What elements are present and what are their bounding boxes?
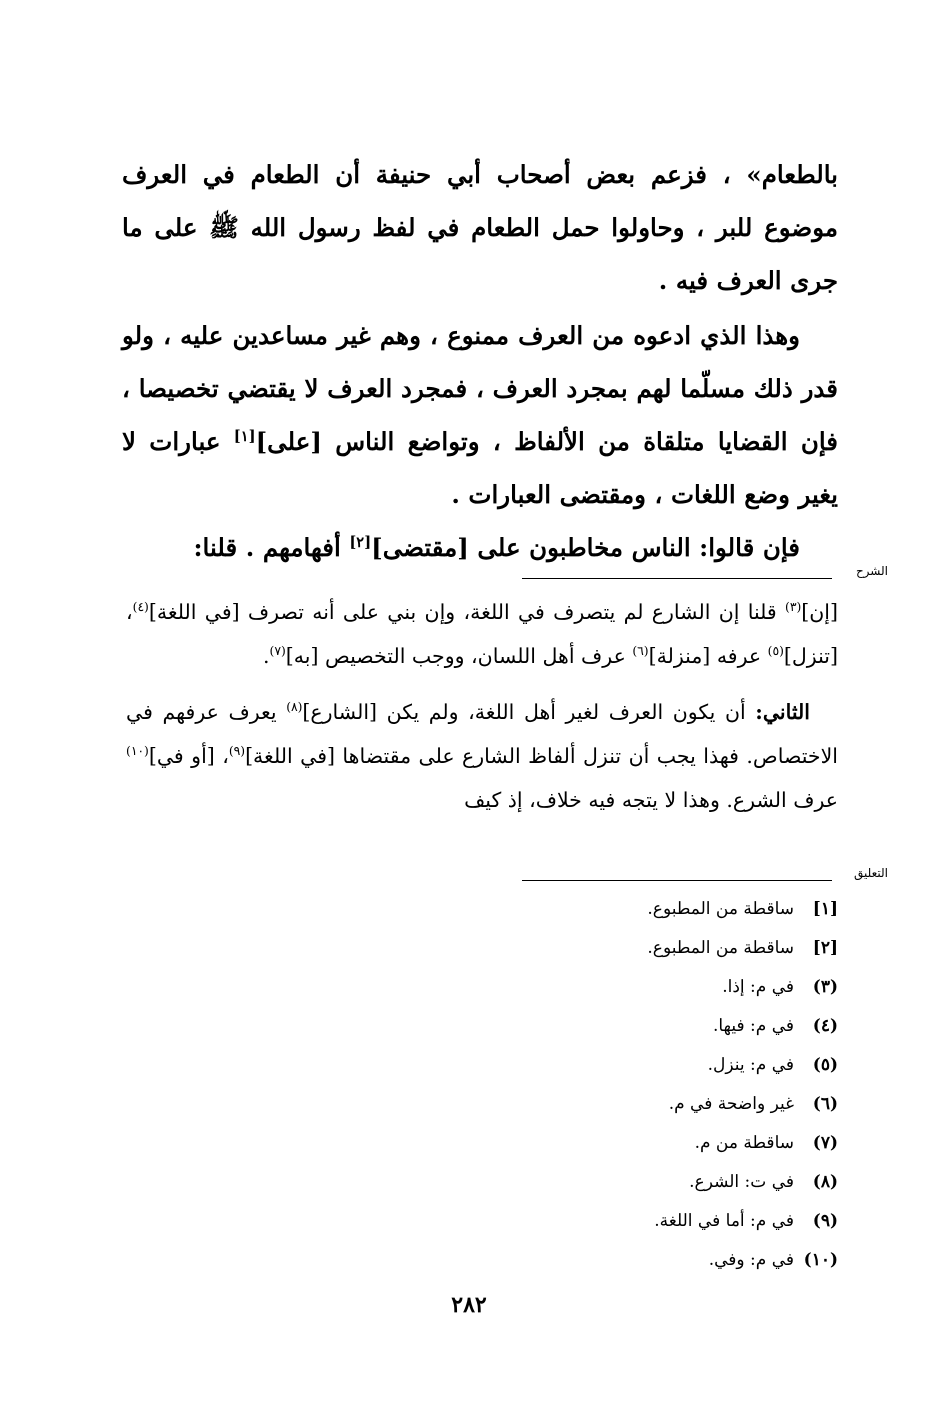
footnote-text: في م: وفي. [708,1250,794,1270]
footnote-text: في م: فيها. [712,1016,794,1036]
main-paragraph-2 [122,309,838,521]
footnote-item [520,1085,838,1124]
footnote-text: ساقطة من المطبوع. [647,938,794,958]
footnote-ref-3: (٣) [785,600,802,615]
footnotes-list [520,890,838,1280]
main-paragraph-2-part-a: وهذا الذي ادعوه من العرف ممنوع ، وهم غير مساعدين عليه ، ولو قدر ذلك مسلّما لهم بمجرد العرف ، فمجرد العرف لا يقتضي تخصيصا ، فإن القضايا متلقاة من الألفاظ ، وتواضع الناس [على] [122,321,838,456]
footnote-item [520,1241,838,1280]
main-paragraph-3-part-b: أفهامهم . قلنا: [193,533,350,562]
footnote-ref-5: (٥) [767,644,784,659]
page-number: ٢٨٢ [451,1292,487,1318]
sharh-text: عرف أهل اللسان، ووجب التخصيص [به] [285,644,633,668]
sharh-text: ، [تنزل] [126,600,838,668]
editor-note-ref-1: [١] [233,427,256,445]
sharh-text: قلنا إن الشارع لم يتصرف في اللغة، وإن بني على أنه تصرف [في اللغة] [148,600,786,624]
footnote-item [520,1202,838,1241]
footnote-mark: (٦) [812,1094,838,1114]
sharh-paragraph-1 [126,590,838,678]
sharh-text: عرفه [منزلة] [648,644,768,668]
footnote-ref-10: (١٠) [126,744,149,759]
sharh-text: . [263,644,270,668]
sharh-text: ، [أو في] [148,744,229,768]
footnote-mark: (٤) [812,1016,838,1036]
footnote-mark: (٣) [812,977,838,997]
footnote-mark: [١] [812,899,838,919]
footnote-item [520,1046,838,1085]
footnote-mark: (٩) [812,1211,838,1231]
main-paragraph-3-part-a: فإن قالوا: الناس مخاطبون على [مقتضى] [371,533,800,562]
footnote-ref-9: (٩) [228,744,246,759]
footnote-mark: (٧) [812,1133,838,1153]
footnote-text: في ت: الشرع. [689,1172,794,1192]
taliq-label: التعليق [853,866,888,880]
footnote-text: في م: ينزل. [707,1055,794,1075]
footnote-item [520,968,838,1007]
footnote-text: في م: إذا. [722,977,794,997]
sharh-section [126,590,838,822]
footnote-item [520,929,838,968]
footnote-text: غير واضحة في م. [668,1094,794,1114]
footnote-ref-6: (٦) [632,644,649,659]
editor-note-ref-2: [٢] [349,533,372,551]
footnote-ref-7: (٧) [269,644,286,659]
footnote-mark: (٥) [812,1055,838,1075]
main-paragraph-2-part-b: عبارات لا يغير وضع اللغات ، ومقتضى العبارات . [122,427,838,509]
footnote-mark: (١٠) [803,1250,838,1270]
main-paragraph-3 [122,521,838,574]
sharh-text: يعرف عرفهم في الاختصاص. فهذا يجب أن تنزل ألفاظ الشارع على مقتضاها [في اللغة] [126,700,838,768]
sharh-text: [إن] [801,600,838,624]
main-paragraph-1: بالطعام» ، فزعم بعض أصحاب أبي حنيفة أن الطعام في العرف موضوع للبر ، وحاولوا حمل الطعام في لفظ رسول الله ﷺ على ما جرى العرف فيه . [122,160,838,295]
footnote-item [520,1124,838,1163]
sharh-label: الشرح [855,564,888,578]
main-text [122,148,838,574]
footnote-mark: (٨) [812,1172,838,1192]
sharh-paragraph-2 [126,690,838,822]
taliq-divider [522,880,832,881]
sharh-heading-second: الثاني: [755,700,810,724]
footnote-text: ساقطة من المطبوع. [647,899,794,919]
sharh-text: عرف الشرع. وهذا لا يتجه فيه خلاف، إذ كيف [464,788,838,812]
sharh-divider [522,578,832,579]
footnote-item [520,1163,838,1202]
footnote-item [520,890,838,929]
footnote-text: ساقطة من م. [694,1133,794,1153]
footnote-ref-8: (٨) [286,700,303,715]
footnote-item [520,1007,838,1046]
footnote-text: في م: أما في اللغة. [654,1211,794,1231]
sharh-text: أن يكون العرف لغير أهل اللغة، ولم يكن [الشارع] [302,700,756,724]
footnote-mark: [٢] [812,938,838,958]
footnote-ref-4: (٤) [132,600,149,615]
